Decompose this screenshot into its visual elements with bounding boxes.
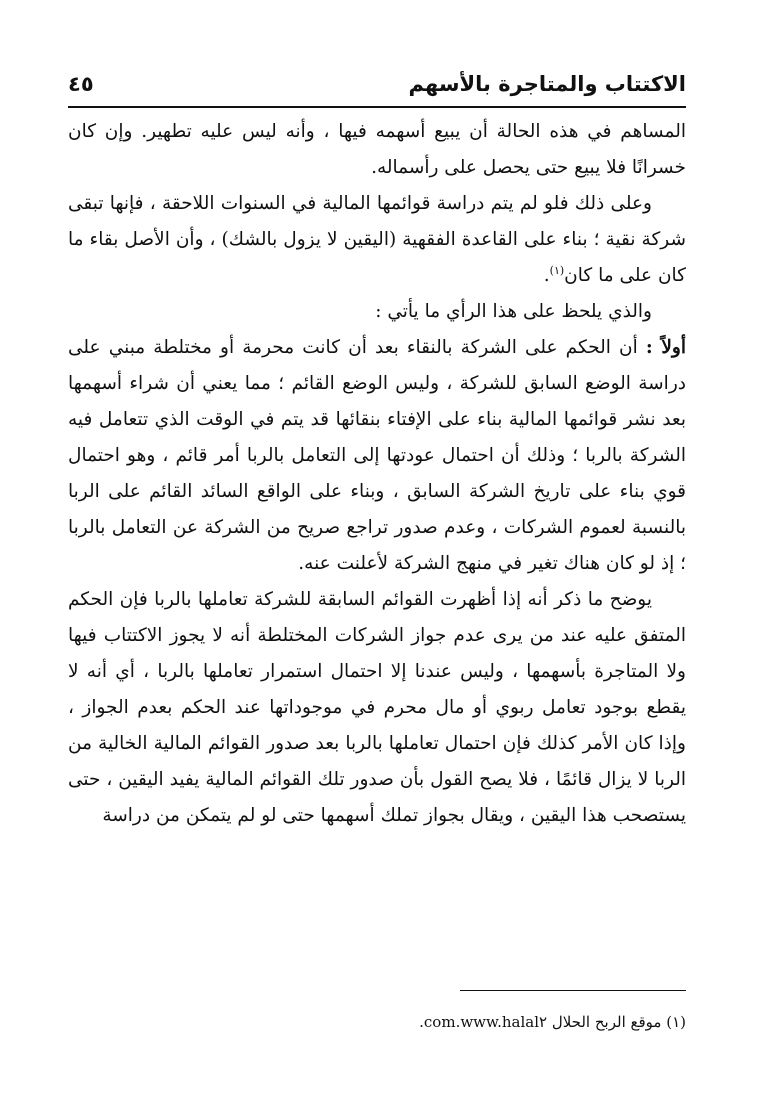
paragraph-5: يوضح ما ذكر أنه إذا أظهرت القوائم السابقة للشركة تعاملها بالربا فإن الحكم المتفق عليه عند من يرى عدم جواز الشركات المختلطة أنه لا يجوز الاكتتاب فيها ولا المتاجرة بأسهمها ، وليس عندنا إلا احتمال استمرار تعاملها بالربا ، أي أنه لا يقطع بوجود تعامل ربوي أو مال محرم في موجوداتها عند الحكم بعدم الجواز ، وإذا كان الأمر كذلك فإن احتمال تعاملها بالربا بعد صدور القوائم المالية الخالية من الربا لا يزال قائمًا ، فلا يصح القول بأن صدور تلك القوائم المالية يفيد اليقين ، حتى يستصحب هذا اليقين ، ويقال بجواز تملك أسهمها حتى لو لم يتمكن من دراسة <box>68 589 686 826</box>
paragraph-3: والذي يلحظ على هذا الرأي ما يأتي : <box>375 301 652 322</box>
paragraph-4 <box>68 330 686 582</box>
page-number: ٤٥ <box>68 72 94 96</box>
paragraph-4-text: أن الحكم على الشركة بالنقاء بعد أن كانت محرمة أو مختلطة مبني على دراسة الوضع السابق للشركة ، وليس الوضع القائم ؛ مما يعني أن شراء أسهمها بعد نشر قوائمها المالية بناء على الإفتاء بنقائها قد يتم في الوقت الذي تتعامل فيه الشركة بالربا ؛ وذلك أن احتمال عودتها إلى التعامل بالربا أمر قائم ، وهو احتمال قوي بناء على تاريخ الشركة السابق ، وبناء على الواقع السائد القائم على الربا بالنسبة لعموم الشركات ، وعدم صدور تراجع صريح من الشركة عن التعامل بالربا ؛ إذ لو كان هناك تغير في منهج الشركة لأعلنت عنه. <box>68 337 686 574</box>
paragraph-2-text: وعلى ذلك فلو لم يتم دراسة قوائمها المالية في السنوات اللاحقة ، فإنها تبقى شركة نقية ؛ بناء على القاعدة الفقهية (اليقين لا يزول بالشك) ، وأن الأصل بقاء ما كان على ما كان <box>68 193 686 286</box>
paragraph-2-end: . <box>543 265 550 286</box>
footnote-rule <box>460 990 686 991</box>
paragraph-4-lead: أولاً : <box>645 337 686 358</box>
footnote-marker: (١) <box>549 263 565 277</box>
paragraph-2 <box>68 186 686 294</box>
footnote: (١) موقع الربح الحلال www.halal٢.com. <box>419 1013 686 1031</box>
body-text <box>68 114 686 834</box>
header-rule <box>68 106 686 108</box>
page-header <box>68 70 686 104</box>
running-title: الاكتتاب والمتاجرة بالأسهم <box>408 72 686 96</box>
paragraph-1: المساهم في هذه الحالة أن يبيع أسهمه فيها ، وأنه ليس عليه تطهير. وإن كان خسرانًا فلا يبيع حتى يحصل على رأسماله. <box>68 121 686 178</box>
